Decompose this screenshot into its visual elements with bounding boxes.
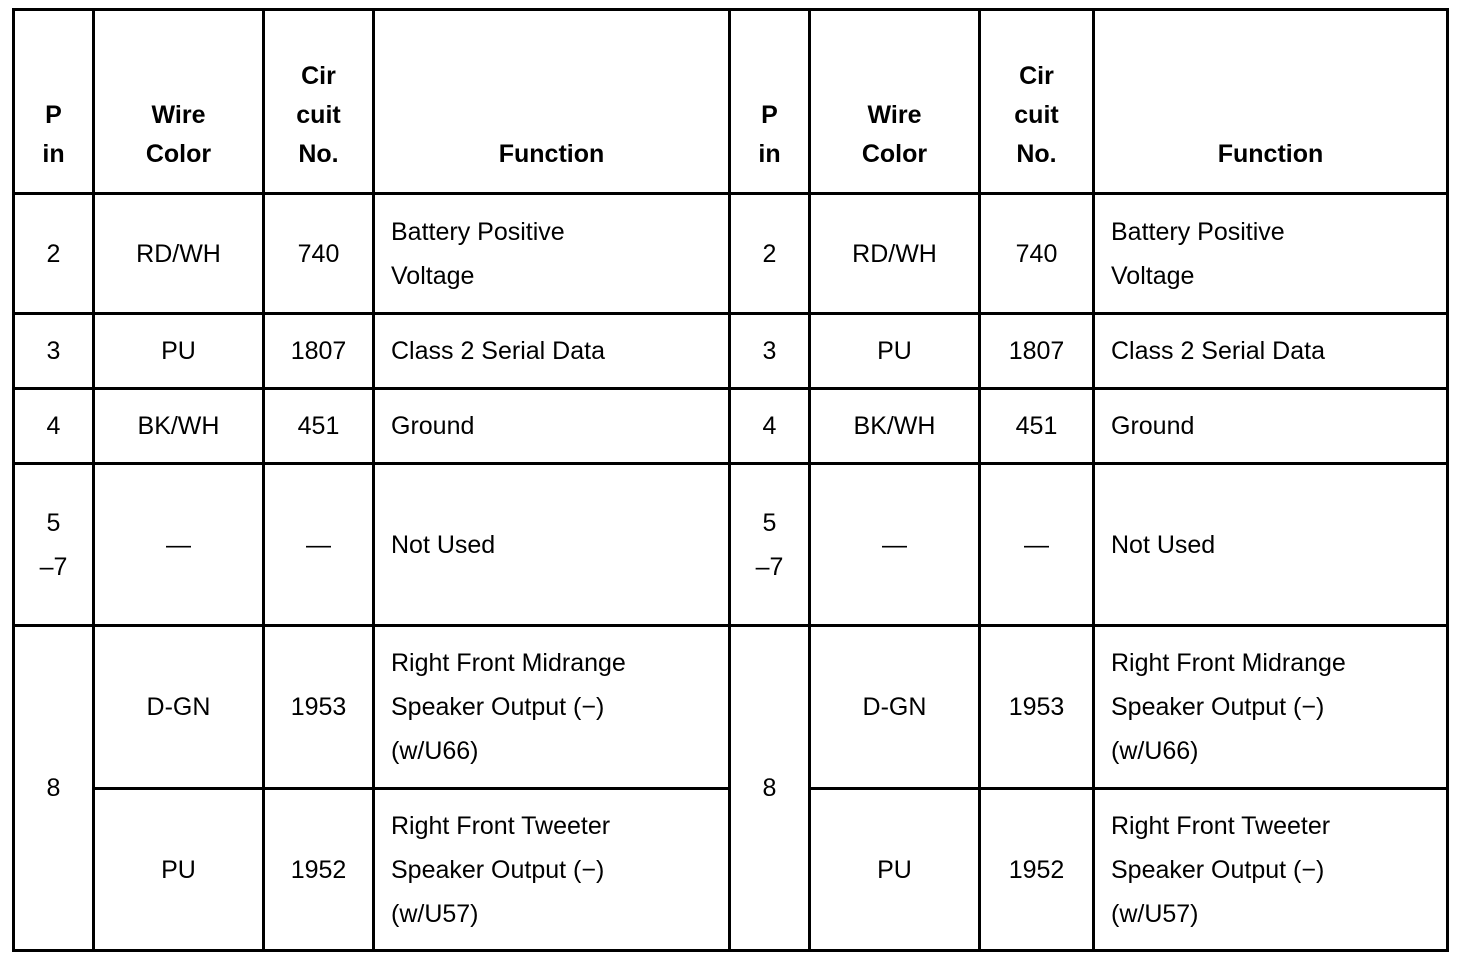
header-pin: P in (730, 10, 810, 194)
cell-function: Ground (1094, 389, 1448, 464)
cell-pin: 5 –7 (730, 464, 810, 626)
table-row (14, 626, 1448, 789)
table-row (14, 194, 1448, 314)
cell-circuit-number: 1807 (980, 314, 1094, 389)
cell-pin: 3 (730, 314, 810, 389)
cell-circuit-number: 1807 (264, 314, 374, 389)
header-function: Function (1094, 10, 1448, 194)
cell-wire-color: RD/WH (94, 194, 264, 314)
cell-circuit-number: — (264, 464, 374, 626)
header-function: Function (374, 10, 730, 194)
cell-pin: 5 –7 (14, 464, 94, 626)
cell-function: Battery Positive Voltage (374, 194, 730, 314)
cell-wire-color: BK/WH (94, 389, 264, 464)
cell-circuit-number: 740 (980, 194, 1094, 314)
cell-wire-color: PU (810, 789, 980, 951)
cell-circuit-number: 1952 (264, 789, 374, 951)
cell-circuit-number: 740 (264, 194, 374, 314)
cell-function: Right Front Midrange Speaker Output (−) (w/U66) (1094, 626, 1448, 789)
cell-wire-color: PU (810, 314, 980, 389)
cell-circuit-number: 451 (980, 389, 1094, 464)
connector-pinout-table (12, 8, 1449, 952)
cell-circuit-number: 451 (264, 389, 374, 464)
cell-function: Not Used (374, 464, 730, 626)
cell-pin: 4 (14, 389, 94, 464)
cell-function: Right Front Tweeter Speaker Output (−) (w/U57) (374, 789, 730, 951)
header-wire-color: Wire Color (94, 10, 264, 194)
header-circuit-number: Cir cuit No. (980, 10, 1094, 194)
cell-wire-color: BK/WH (810, 389, 980, 464)
cell-circuit-number: 1953 (980, 626, 1094, 789)
cell-pin: 4 (730, 389, 810, 464)
header-wire-color: Wire Color (810, 10, 980, 194)
cell-circuit-number: — (980, 464, 1094, 626)
cell-function: Not Used (1094, 464, 1448, 626)
cell-function: Class 2 Serial Data (374, 314, 730, 389)
cell-pin: 8 (14, 626, 94, 951)
cell-function: Right Front Tweeter Speaker Output (−) (w/U57) (1094, 789, 1448, 951)
cell-wire-color: PU (94, 789, 264, 951)
header-row (14, 10, 1448, 194)
cell-circuit-number: 1952 (980, 789, 1094, 951)
cell-function: Ground (374, 389, 730, 464)
cell-wire-color: D-GN (810, 626, 980, 789)
cell-wire-color: — (810, 464, 980, 626)
cell-wire-color: — (94, 464, 264, 626)
table-row (14, 464, 1448, 626)
cell-circuit-number: 1953 (264, 626, 374, 789)
cell-wire-color: PU (94, 314, 264, 389)
cell-function: Battery Positive Voltage (1094, 194, 1448, 314)
cell-pin: 3 (14, 314, 94, 389)
table-row (14, 389, 1448, 464)
header-pin: P in (14, 10, 94, 194)
cell-pin: 8 (730, 626, 810, 951)
cell-pin: 2 (14, 194, 94, 314)
cell-function: Right Front Midrange Speaker Output (−) (w/U66) (374, 626, 730, 789)
cell-wire-color: D-GN (94, 626, 264, 789)
cell-wire-color: RD/WH (810, 194, 980, 314)
cell-pin: 2 (730, 194, 810, 314)
cell-function: Class 2 Serial Data (1094, 314, 1448, 389)
header-circuit-number: Cir cuit No. (264, 10, 374, 194)
table-row (14, 314, 1448, 389)
